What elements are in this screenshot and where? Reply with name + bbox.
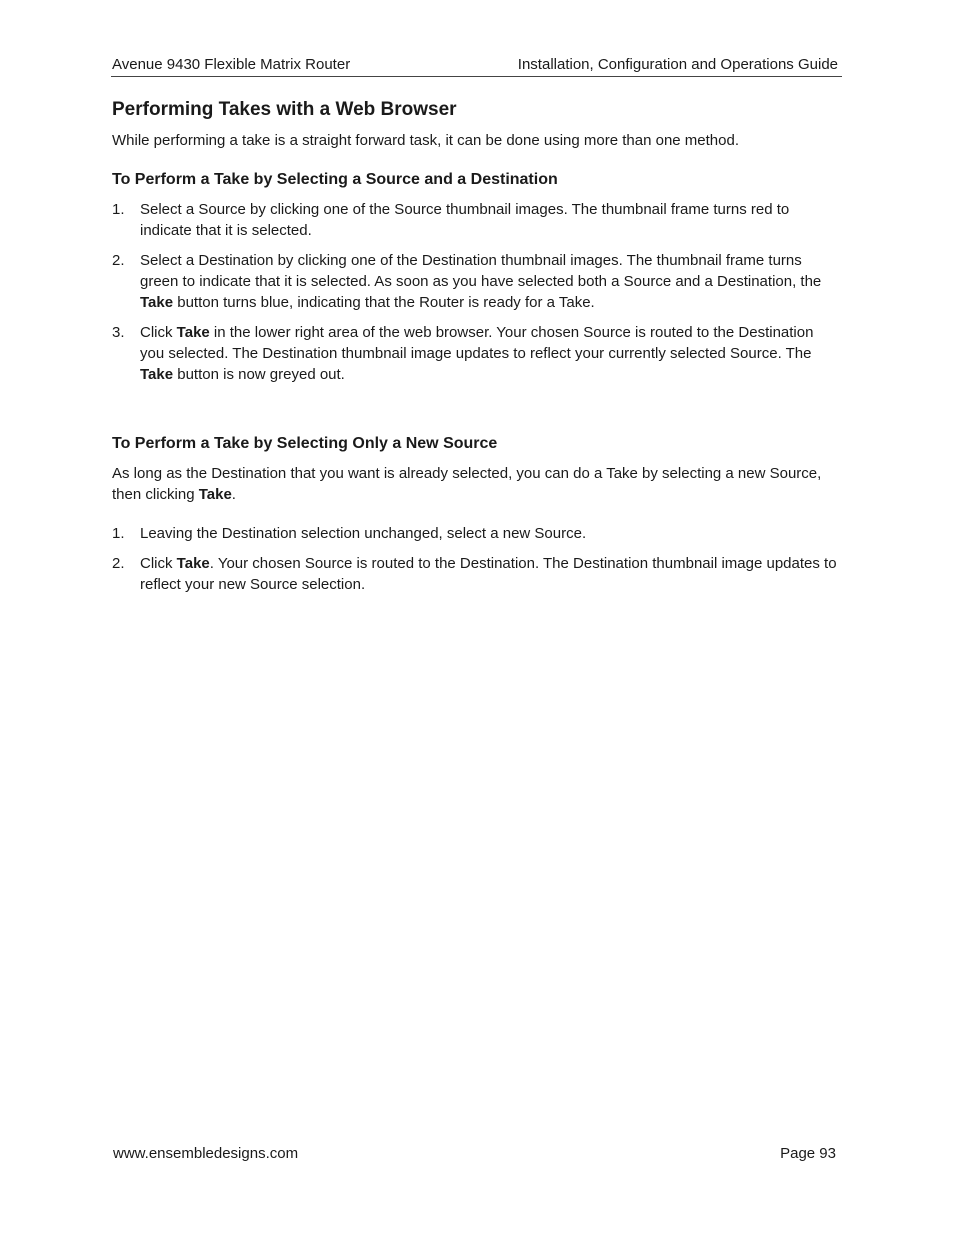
- section-title: Performing Takes with a Web Browser: [112, 99, 457, 120]
- paragraph-text: .: [231, 486, 236, 503]
- footer-page-number: Page 93: [780, 1145, 836, 1162]
- list-item: [112, 199, 837, 241]
- step-number: 2.: [112, 555, 125, 572]
- section-intro: While performing a take is a straight forward task, it can be done using more than one method.: [112, 132, 739, 149]
- step-number: 1.: [112, 525, 125, 542]
- step-text: Click: [140, 324, 177, 341]
- step-text: Select a Destination by clicking one of the Destination thumbnail images. The thumbnail frame turns green to indicate that it is selected. As soon as you have selected both a Source and a Destination, the: [140, 252, 822, 290]
- subsection-paragraph: [112, 463, 837, 505]
- list-item: [112, 322, 837, 385]
- subsection-title-source-destination: To Perform a Take by Selecting a Source and a Destination: [112, 171, 558, 188]
- header-guide-title: Installation, Configuration and Operations Guide: [517, 56, 838, 73]
- step-text: button is now greyed out.: [173, 366, 345, 383]
- step-text: in the lower right area of the web browser. Your chosen Source is routed to the Destination you selected. The Destination thumbnail image updates to reflect your currently selected Source. The: [140, 324, 814, 362]
- step-text: Leaving the Destination selection unchanged, select a new Source.: [140, 525, 587, 542]
- take-keyword: Take: [176, 324, 210, 341]
- steps-list-source-destination: [112, 199, 837, 385]
- list-item: [112, 250, 837, 313]
- take-keyword: Take: [176, 555, 210, 572]
- step-number: 2.: [112, 252, 125, 269]
- step-number: 1.: [112, 201, 125, 218]
- take-keyword: Take: [140, 294, 174, 311]
- step-text: Click: [140, 555, 177, 572]
- list-item: [112, 553, 837, 595]
- page-header: [111, 54, 842, 77]
- page-content: [112, 97, 837, 595]
- take-keyword: Take: [140, 366, 174, 383]
- step-text: . Your chosen Source is routed to the Destination. The Destination thumbnail image updates to reflect your new Source selection.: [140, 555, 837, 593]
- take-keyword: Take: [198, 486, 232, 503]
- step-number: 3.: [112, 324, 125, 341]
- footer-website: www.ensembledesigns.com: [113, 1145, 299, 1162]
- header-product-name: Avenue 9430 Flexible Matrix Router: [112, 56, 351, 73]
- step-text: button turns blue, indicating that the Router is ready for a Take.: [173, 294, 595, 311]
- subsection-title-new-source: To Perform a Take by Selecting Only a New Source: [112, 435, 498, 452]
- step-text: Select a Source by clicking one of the Source thumbnail images. The thumbnail frame turns red to indicate that it is selected.: [140, 201, 790, 239]
- list-item: [112, 523, 837, 544]
- steps-list-new-source: [112, 523, 837, 595]
- paragraph-text: As long as the Destination that you want is already selected, you can do a Take by selecting a new Source, then clicking: [112, 465, 822, 503]
